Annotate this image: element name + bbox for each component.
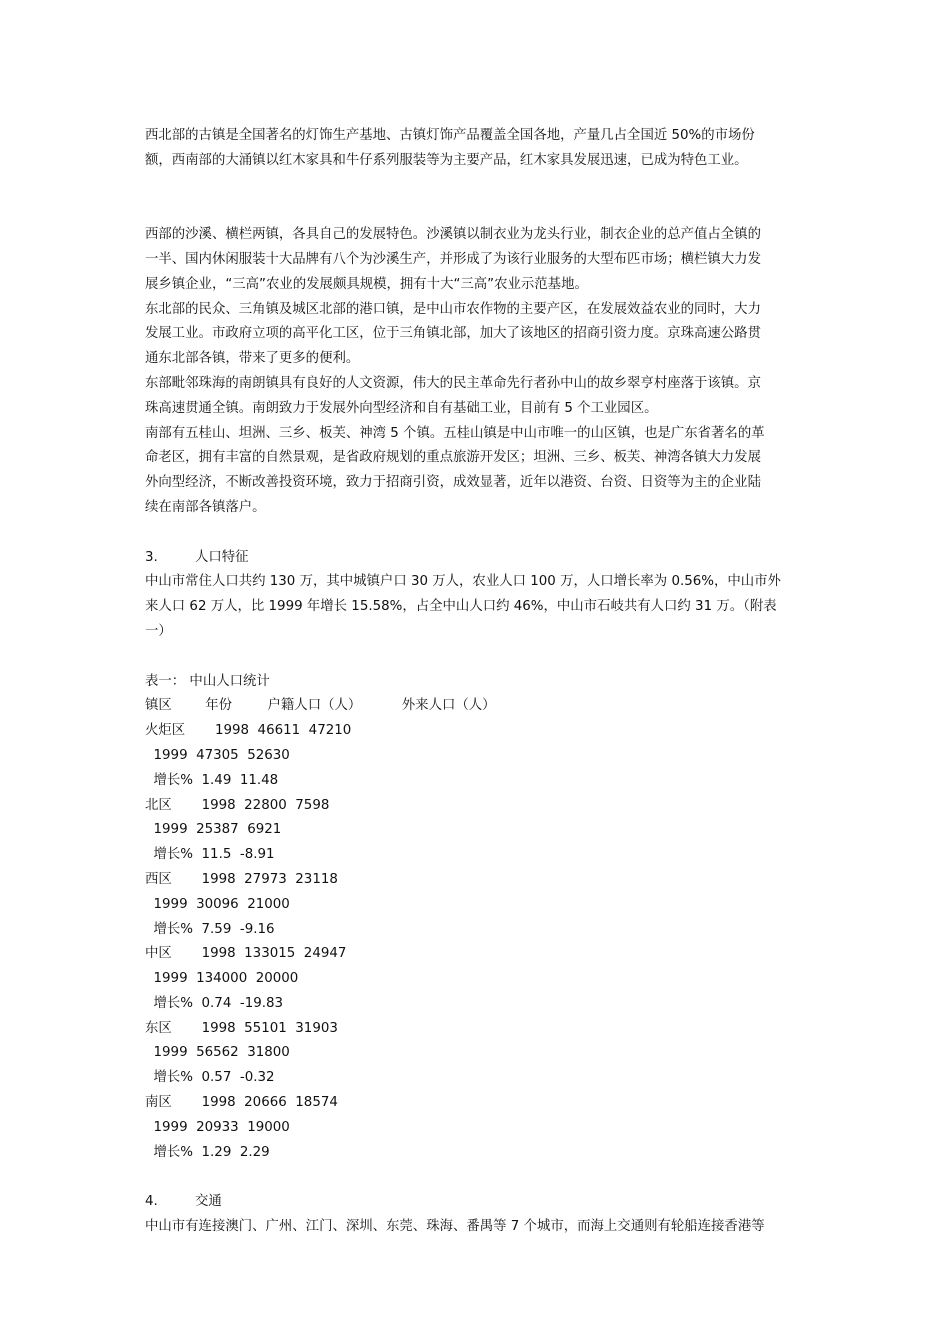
column-header: 外来人口（人） xyxy=(401,698,496,714)
section-heading-transport xyxy=(145,1190,810,1215)
text-line: 额，西南部的大涌镇以红木家具和牛仔系列服装等为主要产品，红木家具发展迅速，已成为特色工业。 xyxy=(145,152,748,168)
text-line: 中山市常住人口共约 130 万，其中城镇户口 30 万人，农业人口 100 万，人口增长率为 0.56%，中山市外 xyxy=(145,574,781,590)
table-row: 1999 20933 19000 xyxy=(145,1119,290,1135)
text-line: 西部的沙溪、横栏两镇，各具自己的发展特色。沙溪镇以制衣业为龙头行业，制衣企业的总产值占全镇的 xyxy=(145,227,761,243)
table-row: 火炬区 1998 46611 47210 xyxy=(145,723,352,739)
text-line: 来人口 62 万人，比 1999 年增长 15.58%，占全中山人口约 46%，中山市石岐共有人口约 31 万。（附表 xyxy=(145,599,777,615)
table-row: 1999 25387 6921 xyxy=(145,822,282,838)
text-line: 南部有五桂山、坦洲、三乡、板芙、神湾 5 个镇。五桂山镇是中山市唯一的山区镇，也是广东省著名的革 xyxy=(145,425,765,441)
table-row: 中区 1998 133015 24947 xyxy=(145,946,347,962)
text-line: 东部毗邻珠海的南朗镇具有良好的人文资源，伟大的民主革命先行者孙中山的故乡翠亨村座落于该镇。京 xyxy=(145,375,761,391)
table-row: 1999 56562 31800 xyxy=(145,1045,290,1061)
table-row: 增长% 1.29 2.29 xyxy=(145,1144,270,1160)
column-header: 年份 xyxy=(205,698,233,714)
text-line: 发展工业。市政府立项的高平化工区，位于三角镇北部，加大了该地区的招商引资力度。京珠高速公路贯 xyxy=(145,326,761,342)
table-row: 增长% 11.5 -8.91 xyxy=(145,847,275,863)
table-row: 增长% 7.59 -9.16 xyxy=(145,921,275,937)
table-row: 1999 134000 20000 xyxy=(145,971,299,987)
section-number: 4. xyxy=(145,1194,158,1210)
section-title: 交通 xyxy=(195,1194,222,1210)
paragraph-transport xyxy=(145,1215,810,1240)
column-header: 户籍人口（人） xyxy=(267,698,362,714)
document-page xyxy=(145,124,810,1240)
section-title: 人口特征 xyxy=(195,549,249,565)
text-line: 中山市有连接澳门、广州、江门、深圳、东莞、珠海、番禺等 7 个城市，而海上交通则有轮船连接香港等 xyxy=(145,1219,765,1235)
text-line: 一半、国内休闲服装十大品牌有八个为沙溪生产，并形成了为该行业服务的大型布匹市场；横栏镇大力发 xyxy=(145,251,761,267)
paragraph-population xyxy=(145,570,810,644)
text-line: 展乡镇企业，“三高”农业的发展颇具规模，拥有十大“三高”农业示范基地。 xyxy=(145,276,588,292)
table-row: 增长% 0.74 -19.83 xyxy=(145,995,284,1011)
text-line: 珠高速贯通全镇。南朗致力于发展外向型经济和自有基础工业，目前有 5 个工业园区。 xyxy=(145,400,658,416)
table-row: 1999 47305 52630 xyxy=(145,747,290,763)
text-line: 外向型经济，不断改善投资环境，致力于招商引资，成效显著，近年以港资、台资、日资等为主的企业陆 xyxy=(145,475,761,491)
table-header xyxy=(145,694,810,719)
text-line: 通东北部各镇，带来了更多的便利。 xyxy=(145,351,360,367)
section-heading-population xyxy=(145,546,810,571)
table-caption: 表一： 中山人口统计 xyxy=(145,673,270,689)
table-row: 西区 1998 27973 23118 xyxy=(145,871,338,887)
table-row: 东区 1998 55101 31903 xyxy=(145,1020,338,1036)
paragraph-regions xyxy=(145,223,810,521)
column-header: 镇区 xyxy=(145,698,172,714)
text-line: 东北部的民众、三角镇及城区北部的港口镇，是中山市农作物的主要产区，在发展效益农业的同时，大力 xyxy=(145,301,761,317)
population-table xyxy=(145,670,810,1166)
section-number: 3. xyxy=(145,549,158,565)
text-line: 命老区，拥有丰富的自然景观，是省政府规划的重点旅游开发区；坦洲、三乡、板芙、神湾各镇大力发展 xyxy=(145,450,761,466)
table-row: 北区 1998 22800 7598 xyxy=(145,797,330,813)
text-line: 西北部的古镇是全国著名的灯饰生产基地、古镇灯饰产品覆盖全国各地，产量几占全国近 50%的市场份 xyxy=(145,128,755,143)
text-line: 一） xyxy=(145,623,172,639)
paragraph-northwest xyxy=(145,124,810,174)
table-row: 增长% 0.57 -0.32 xyxy=(145,1070,275,1086)
table-row: 南区 1998 20666 18574 xyxy=(145,1095,338,1111)
table-row: 1999 30096 21000 xyxy=(145,896,290,912)
text-line: 续在南部各镇落户。 xyxy=(145,499,266,515)
table-row: 增长% 1.49 11.48 xyxy=(145,772,279,788)
